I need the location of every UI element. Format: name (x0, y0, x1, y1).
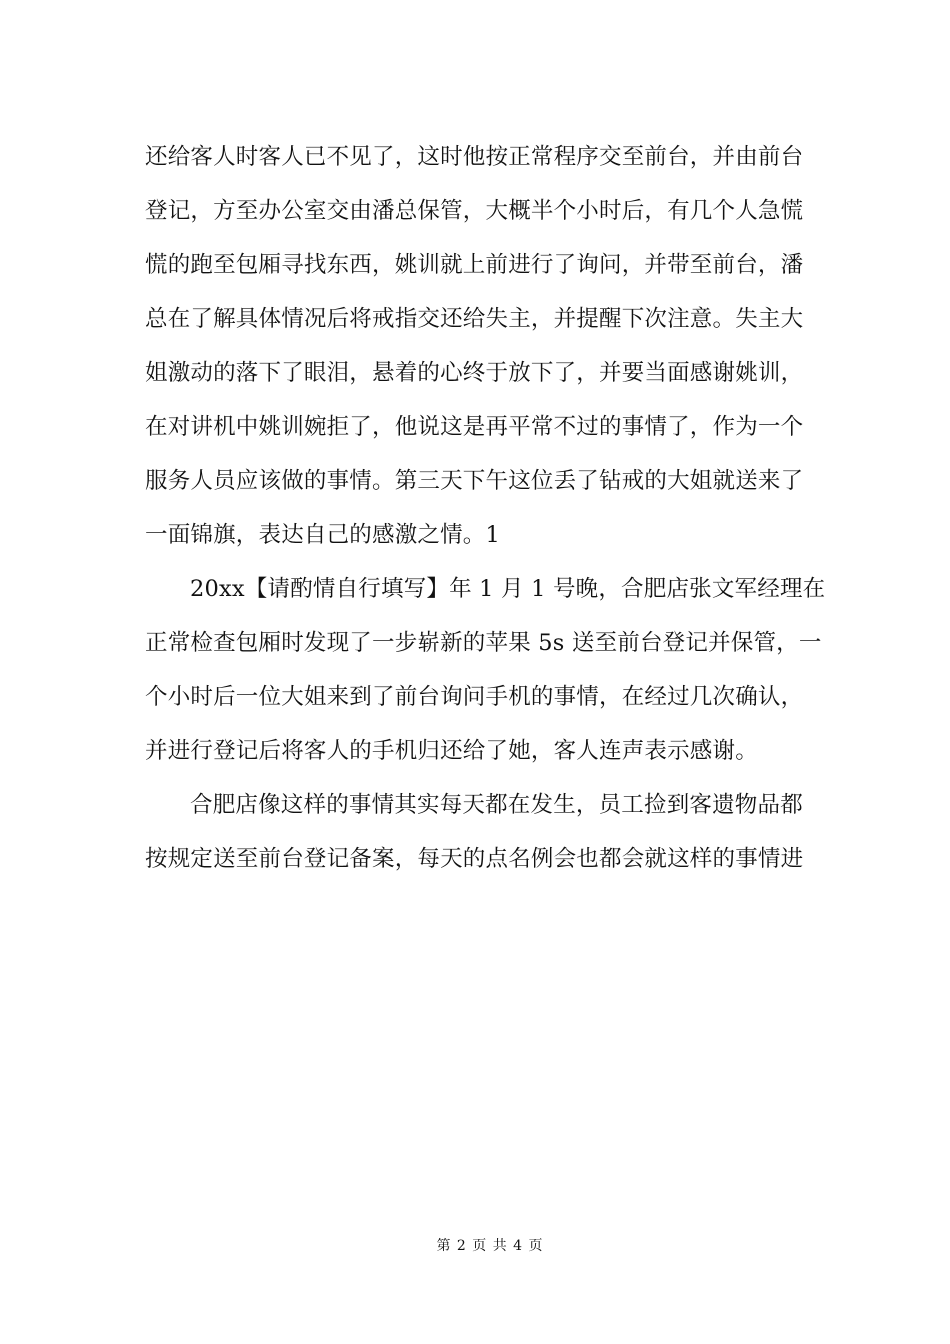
text-line: 个小时后一位大姐来到了前台询问手机的事情，在经过几次确认， (145, 684, 804, 710)
text-line: 姐激动的落下了眼泪，悬着的心终于放下了，并要当面感谢姚训， (145, 360, 804, 386)
text-line: 登记，方至办公室交由潘总保管，大概半个小时后，有几个人急慌 (145, 198, 804, 224)
document-body (145, 130, 826, 886)
text-line: 按规定送至前台登记备案，每天的点名例会也都会就这样的事情进 (145, 846, 804, 872)
paragraph-first-line: 合肥店像这样的事情其实每天都在发生，员工捡到客遗物品都 (190, 792, 803, 818)
text-line: 服务人员应该做的事情。第三天下午这位丢了钻戒的大姐就送来了 (145, 468, 804, 494)
text-line: 还给客人时客人已不见了，这时他按正常程序交至前台，并由前台 (145, 144, 804, 170)
page-number-footer: 第 2 页 共 4 页 (436, 1238, 544, 1254)
text-line: 在对讲机中姚训婉拒了，他说这是再平常不过的事情了，作为一个 (145, 414, 804, 440)
text-line: 慌的跑至包厢寻找东西，姚训就上前进行了询问，并带至前台，潘 (145, 252, 804, 278)
text-line: 并进行登记后将客人的手机归还给了她，客人连声表示感谢。 (145, 738, 758, 764)
text-line: 一面锦旗，表达自己的感激之情。1 (145, 522, 501, 548)
paragraph-first-line: 20xx【请酌情自行填写】年 1 月 1 号晚，合肥店张文军经理在 (190, 576, 826, 602)
text-line: 总在了解具体情况后将戒指交还给失主，并提醒下次注意。失主大 (145, 306, 804, 332)
text-line: 正常检查包厢时发现了一步崭新的苹果 5s 送至前台登记并保管，一 (145, 630, 822, 656)
